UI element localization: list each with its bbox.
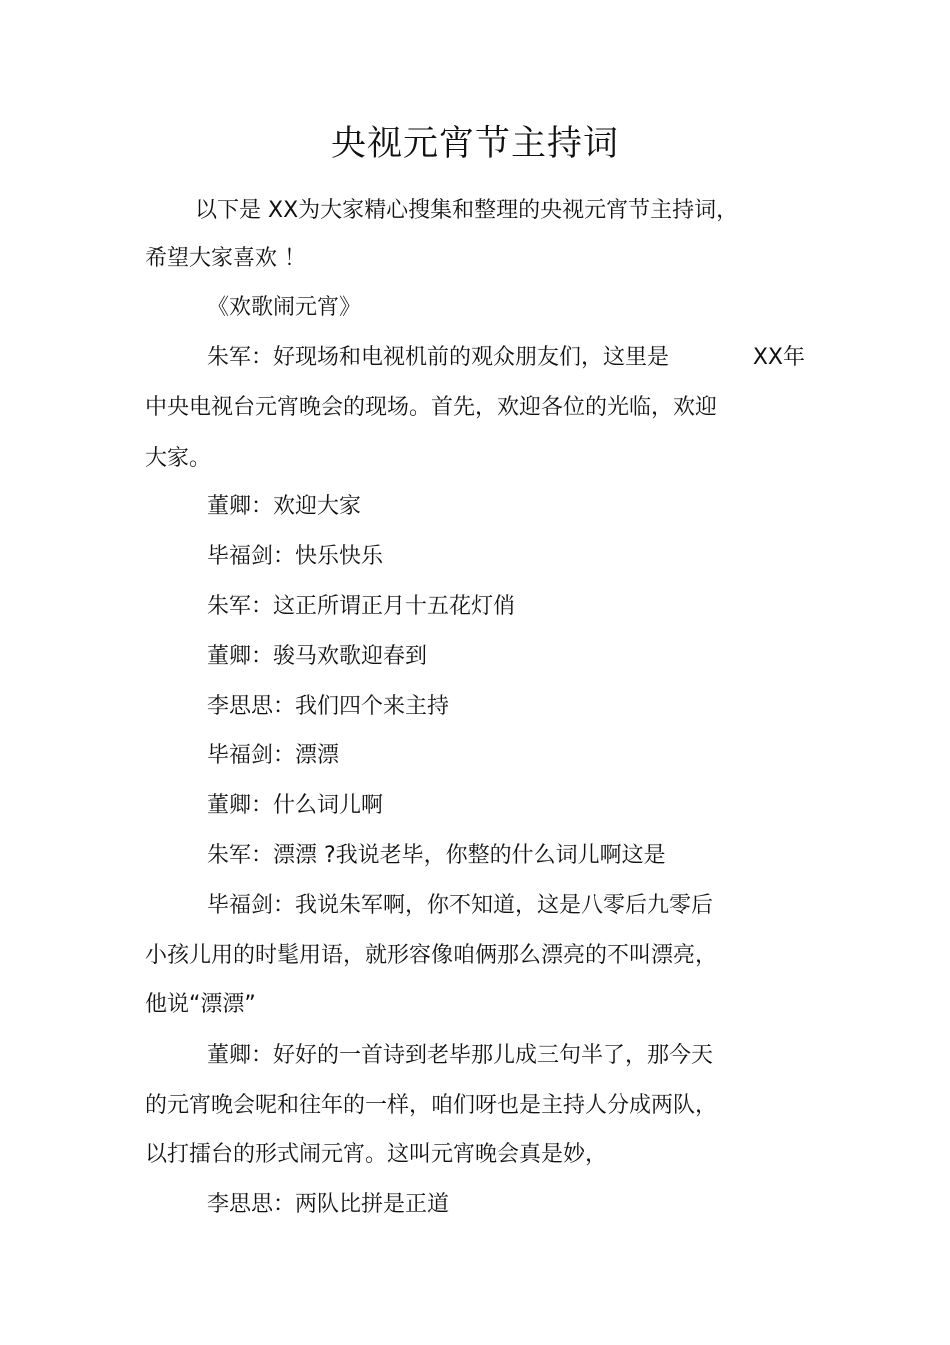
paragraph-line: 的元宵晚会呢和往年的一样，咱们呀也是主持人分成两队，	[145, 1093, 718, 1118]
intro-line-1: 以下是 XX为大家精心搜集和整理的央视元宵节主持词，	[195, 198, 739, 223]
dialogue-line: 董卿：欢迎大家	[207, 494, 362, 519]
dialogue-line: 李思思：两队比拼是正道	[207, 1192, 450, 1217]
dialogue-line: 毕福剑：快乐快乐	[207, 544, 384, 569]
paragraph-line: 中央电视台元宵晚会的现场。首先，欢迎各位的光临，欢迎	[145, 395, 718, 420]
year-text: XX年	[752, 345, 805, 370]
dialogue-line: 朱军：这正所谓正月十五花灯俏	[207, 594, 516, 619]
dialogue-line: 毕福剑：我说朱军啊，你不知道，这是八零后九零后	[207, 893, 714, 918]
paragraph-line: 以打擂台的形式闹元宵。这叫元宵晚会真是妙，	[145, 1142, 608, 1167]
paragraph-line: 大家。	[145, 446, 212, 471]
intro-line-2: 希望大家喜欢 ！	[145, 246, 306, 271]
dialogue-line: 毕福剑：漂漂	[207, 743, 340, 768]
dialogue-line: 董卿：骏马欢歌迎春到	[207, 644, 428, 669]
document-title: 央视元宵节主持词	[330, 124, 619, 164]
dialogue-line: 李思思：我们四个来主持	[207, 694, 450, 719]
paragraph-line	[207, 343, 805, 373]
program-title: 《欢歌闹元宵》	[207, 295, 362, 320]
paragraph-text: 朱军：好现场和电视机前的观众朋友们，这里是	[207, 345, 670, 370]
dialogue-line: 朱军：漂漂 ?我说老毕，你整的什么词儿啊这是	[207, 843, 666, 868]
dialogue-line: 董卿：什么词儿啊	[207, 793, 384, 818]
paragraph-line: 他说“漂漂”	[145, 992, 256, 1017]
dialogue-line: 董卿：好好的一首诗到老毕那儿成三句半了，那今天	[207, 1043, 714, 1068]
paragraph-line: 小孩儿用的时髦用语，就形容像咱俩那么漂亮的不叫漂亮，	[145, 943, 718, 968]
